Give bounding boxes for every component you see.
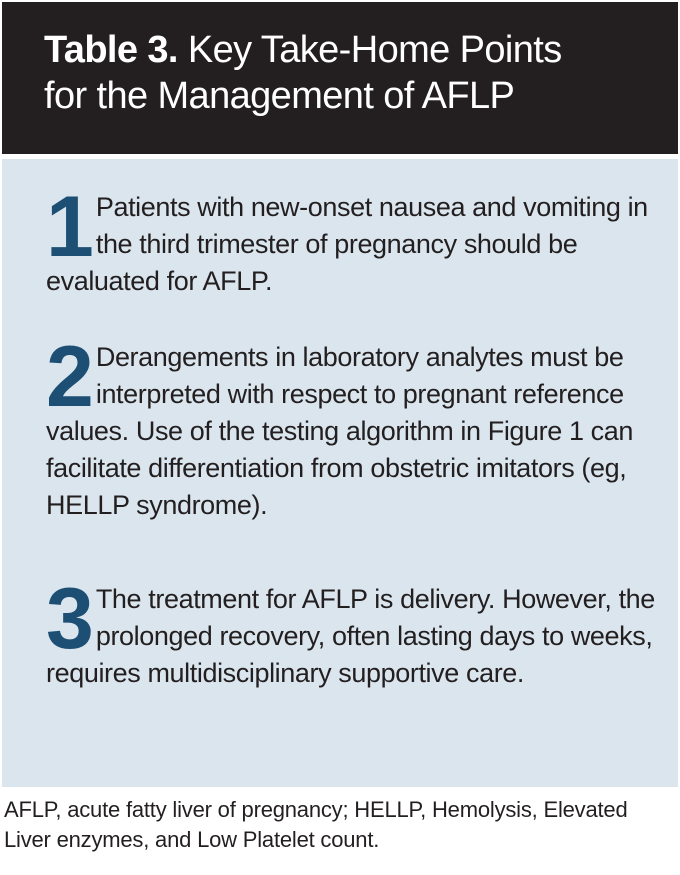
title-line-1 <box>44 27 658 73</box>
point-2 <box>46 329 656 524</box>
point-2-text: Derangements in laboratory analytes must be interpreted with respect to pregnant reference values. Use of the testing algorithm in Figure 1 can facilitate differentiation from obstetric imitators (eg, HELLP syndrome). <box>46 342 634 520</box>
table-footnote: AFLP, acute fatty liver of pregnancy; HELLP, Hemolysis, Elevated Liver enzymes, and Low Platelet count. <box>4 797 628 852</box>
point-3 <box>46 571 656 692</box>
point-1-text: Patients with new-onset nausea and vomiting in the third trimester of pregnancy should be evaluated for AFLP. <box>46 192 648 296</box>
take-home-points-panel <box>2 156 678 787</box>
point-3-number: 3 <box>46 571 92 667</box>
point-1-number: 1 <box>46 179 92 275</box>
table-label: Table 3. <box>44 29 178 71</box>
title-line-2: for the Management of AFLP <box>44 75 515 117</box>
point-1 <box>46 179 656 300</box>
point-3-text: The treatment for AFLP is delivery. However, the prolonged recovery, often lasting days to weeks, requires multidisciplinary supportive care. <box>46 584 655 688</box>
point-2-number: 2 <box>46 329 92 425</box>
table-title <box>2 2 678 154</box>
title-text-part-1: Key Take-Home Points <box>187 29 562 71</box>
